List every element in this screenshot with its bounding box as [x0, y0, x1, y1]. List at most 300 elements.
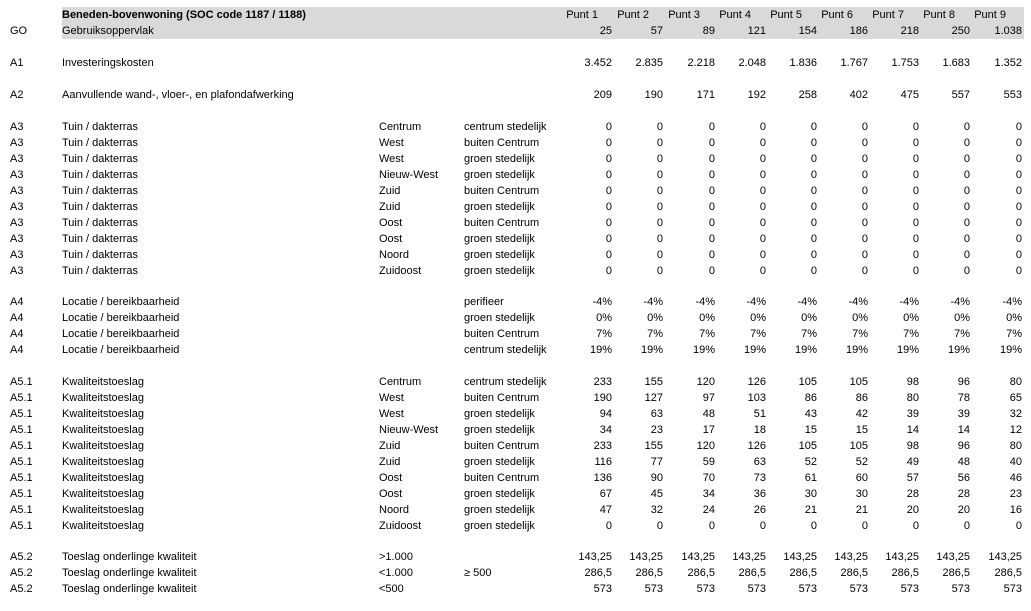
cell-value: 0	[656, 185, 663, 197]
cell-value: 60	[855, 472, 868, 484]
table-row	[0, 390, 1031, 406]
row-description: Tuin / dakterras	[62, 169, 139, 181]
row-classification: groen stedelijk	[464, 265, 535, 277]
cell-value: 3.452	[584, 57, 612, 69]
cell-value: 48	[702, 408, 715, 420]
cell-value: 96	[957, 376, 970, 388]
cell-value: 97	[702, 392, 715, 404]
cell-value: 0	[605, 169, 612, 181]
cell-value: 0%	[647, 312, 663, 324]
cell-value: 0	[708, 137, 715, 149]
cell-value: 0	[861, 153, 868, 165]
cell-value: 0	[912, 169, 919, 181]
cell-value: 20	[957, 504, 970, 516]
row-region: Oost	[379, 472, 403, 484]
row-classification: buiten Centrum	[464, 137, 540, 149]
row-code: A3	[10, 233, 24, 245]
header-row-1	[0, 7, 1031, 23]
cell-value: 0	[1015, 520, 1022, 532]
row-code: A3	[10, 265, 24, 277]
cell-value: 51	[753, 408, 766, 420]
table-row	[0, 502, 1031, 518]
table-row	[0, 518, 1031, 534]
cell-value: 0	[708, 233, 715, 245]
cell-value: 0	[656, 520, 663, 532]
cell-value: 7%	[647, 328, 663, 340]
cell-value: 1.836	[789, 57, 817, 69]
row-region: West	[379, 392, 404, 404]
cell-value: 0	[912, 137, 919, 149]
row-description: Tuin / dakterras	[62, 137, 139, 149]
cell-value: 0	[708, 169, 715, 181]
row-classification: groen stedelijk	[464, 249, 535, 261]
punt-label: Punt 2	[617, 9, 649, 21]
cell-value: 0	[759, 249, 766, 261]
cell-value: 0	[759, 169, 766, 181]
row-classification: buiten Centrum	[464, 472, 540, 484]
cell-value: 258	[798, 89, 817, 101]
cell-value: 0	[1015, 169, 1022, 181]
cell-value: 0	[1015, 265, 1022, 277]
row-code: A3	[10, 137, 24, 149]
row-code: A5.2	[10, 551, 33, 563]
row-code: A3	[10, 169, 24, 181]
cell-value: 34	[599, 424, 612, 436]
cell-value: 0	[1015, 233, 1022, 245]
row-region: Centrum	[379, 121, 422, 133]
table-row	[0, 135, 1031, 151]
cell-value: 286,5	[687, 567, 715, 579]
cell-value: 573	[747, 583, 766, 595]
row-code: A5.1	[10, 504, 33, 516]
table-row	[0, 486, 1031, 502]
row-classification: buiten Centrum	[464, 217, 540, 229]
row-classification: perifieer	[464, 296, 504, 308]
cell-value: 0	[810, 217, 817, 229]
cell-value: 120	[696, 440, 715, 452]
cell-value: 0	[605, 121, 612, 133]
subtitle: Gebruiksoppervlak	[62, 25, 154, 37]
row-description: Kwaliteitstoeslag	[62, 504, 144, 516]
cell-value: 7%	[954, 328, 970, 340]
cell-value: 0	[861, 249, 868, 261]
cell-value: 143,25	[681, 551, 715, 563]
row-code: A5.1	[10, 392, 33, 404]
cell-value: 105	[849, 440, 868, 452]
cell-value: 0	[656, 201, 663, 213]
cell-value: 0	[861, 217, 868, 229]
row-description: Kwaliteitstoeslag	[62, 392, 144, 404]
row-code: A5.1	[10, 376, 33, 388]
cell-value: 0	[810, 201, 817, 213]
cell-value: 0%	[596, 312, 612, 324]
cell-value: 0	[912, 265, 919, 277]
cell-value: 0	[810, 169, 817, 181]
cell-value: 233	[593, 376, 612, 388]
row-code: A3	[10, 153, 24, 165]
cell-value: 86	[855, 392, 868, 404]
cell-value: 0	[810, 249, 817, 261]
cell-value: 0	[656, 265, 663, 277]
cell-value: 286,5	[840, 567, 868, 579]
cell-value: 0	[1015, 249, 1022, 261]
cell-value: -4%	[643, 296, 663, 308]
cell-value: 0	[861, 520, 868, 532]
cell-value: 143,25	[783, 551, 817, 563]
cell-value: 0	[759, 201, 766, 213]
cell-value: 0	[605, 233, 612, 245]
cell-value: 190	[644, 89, 663, 101]
punt-label: Punt 7	[872, 9, 904, 21]
cell-value: 192	[747, 89, 766, 101]
punt-value: 57	[650, 25, 663, 37]
cell-value: 573	[951, 583, 970, 595]
row-code: A5.1	[10, 456, 33, 468]
cell-value: 0	[1015, 217, 1022, 229]
cell-value: 34	[702, 488, 715, 500]
row-code: A5.1	[10, 424, 33, 436]
table-row	[0, 215, 1031, 231]
cell-value: -4%	[899, 296, 919, 308]
table-row	[0, 247, 1031, 263]
row-description: Kwaliteitstoeslag	[62, 520, 144, 532]
row-classification: groen stedelijk	[464, 233, 535, 245]
row-description: Locatie / bereikbaarheid	[62, 344, 180, 356]
row-description: Tuin / dakterras	[62, 201, 139, 213]
table-row	[0, 167, 1031, 183]
row-classification: groen stedelijk	[464, 169, 535, 181]
row-description: Kwaliteitstoeslag	[62, 472, 144, 484]
cell-value: 0	[912, 185, 919, 197]
table-row	[0, 342, 1031, 358]
cell-value: 86	[804, 392, 817, 404]
cell-value: 0	[1015, 201, 1022, 213]
go-label: GO	[10, 25, 28, 37]
row-description: Tuin / dakterras	[62, 217, 139, 229]
punt-label: Punt 1	[566, 9, 598, 21]
row-description: Kwaliteitstoeslag	[62, 424, 144, 436]
cell-value: 26	[753, 504, 766, 516]
cell-value: 0	[861, 265, 868, 277]
cell-value: 143,25	[936, 551, 970, 563]
cell-value: 0	[656, 249, 663, 261]
row-description: Toeslag onderlinge kwaliteit	[62, 551, 197, 563]
cell-value: 286,5	[891, 567, 919, 579]
cell-value: 1.767	[840, 57, 868, 69]
table-row	[0, 326, 1031, 342]
row-description: Locatie / bereikbaarheid	[62, 312, 180, 324]
cell-value: 0	[861, 233, 868, 245]
row-code: A3	[10, 217, 24, 229]
row-description: Tuin / dakterras	[62, 153, 139, 165]
cell-value: 0	[605, 153, 612, 165]
cell-value: 0	[708, 153, 715, 165]
cell-value: 573	[900, 583, 919, 595]
cell-value: 19%	[896, 344, 919, 356]
cell-value: 0	[1015, 137, 1022, 149]
row-description: Kwaliteitstoeslag	[62, 376, 144, 388]
row-code: A5.1	[10, 408, 33, 420]
cell-value: 573	[849, 583, 868, 595]
row-description: Tuin / dakterras	[62, 185, 139, 197]
cell-value: 120	[696, 376, 715, 388]
cell-value: 155	[644, 376, 663, 388]
cell-value: 2.048	[738, 57, 766, 69]
punt-label: Punt 4	[719, 9, 751, 21]
cell-value: 573	[593, 583, 612, 595]
cell-value: 42	[855, 408, 868, 420]
cell-value: 0	[605, 217, 612, 229]
cell-value: 0	[912, 153, 919, 165]
punt-label: Punt 8	[923, 9, 955, 21]
cell-value: 143,25	[578, 551, 612, 563]
cell-value: 0	[912, 217, 919, 229]
row-description: Tuin / dakterras	[62, 249, 139, 261]
table-row	[0, 183, 1031, 199]
cell-value: 0	[810, 153, 817, 165]
row-classification: groen stedelijk	[464, 408, 535, 420]
cell-value: 286,5	[738, 567, 766, 579]
cell-value: 46	[1009, 472, 1022, 484]
table-row	[0, 374, 1031, 390]
row-classification: groen stedelijk	[464, 424, 535, 436]
table-row	[0, 294, 1031, 310]
cell-value: 233	[593, 440, 612, 452]
table-row	[0, 310, 1031, 326]
cell-value: 56	[957, 472, 970, 484]
row-region: Zuid	[379, 185, 401, 197]
row-description: Kwaliteitstoeslag	[62, 408, 144, 420]
row-code: A5.1	[10, 440, 33, 452]
row-classification: buiten Centrum	[464, 328, 540, 340]
table-row	[0, 581, 1031, 597]
punt-value: 154	[798, 25, 817, 37]
cell-value: 126	[747, 440, 766, 452]
row-region: West	[379, 153, 404, 165]
cell-value: -4%	[746, 296, 766, 308]
row-classification: groen stedelijk	[464, 520, 535, 532]
cell-value: 573	[696, 583, 715, 595]
cell-value: 43	[804, 408, 817, 420]
row-code: A5.2	[10, 583, 33, 595]
cell-value: 48	[957, 456, 970, 468]
cell-value: 7%	[699, 328, 715, 340]
cell-value: 0	[759, 233, 766, 245]
cell-value: 0%	[852, 312, 868, 324]
cell-value: 0	[708, 185, 715, 197]
cell-value: 0%	[750, 312, 766, 324]
cell-value: 0	[759, 520, 766, 532]
cell-value: 16	[1009, 504, 1022, 516]
cell-value: 0%	[903, 312, 919, 324]
cell-value: 0	[708, 249, 715, 261]
row-classification: groen stedelijk	[464, 201, 535, 213]
cell-value: 0	[605, 265, 612, 277]
cell-value: 0	[759, 265, 766, 277]
cell-value: 557	[951, 89, 970, 101]
cell-value: 209	[593, 89, 612, 101]
cell-value: 80	[906, 392, 919, 404]
cell-value: 0	[708, 265, 715, 277]
cell-value: 7%	[750, 328, 766, 340]
cell-value: -4%	[950, 296, 970, 308]
row-region: Oost	[379, 488, 403, 500]
row-classification: centrum stedelijk	[464, 344, 547, 356]
cell-value: 49	[906, 456, 919, 468]
cell-value: 19%	[743, 344, 766, 356]
row-code: A4	[10, 312, 24, 324]
row-region: Nieuw-West	[379, 169, 439, 181]
cell-value: 21	[855, 504, 868, 516]
cell-value: 0	[708, 217, 715, 229]
row-classification: centrum stedelijk	[464, 121, 547, 133]
cell-value: 402	[849, 89, 868, 101]
cell-value: 0	[963, 185, 970, 197]
header-row-2	[0, 23, 1031, 39]
cell-value: 0	[1015, 121, 1022, 133]
row-description: Tuin / dakterras	[62, 265, 139, 277]
cell-value: 0	[912, 520, 919, 532]
punt-value: 186	[849, 25, 868, 37]
row-region: Oost	[379, 217, 403, 229]
cell-value: 32	[650, 504, 663, 516]
cell-value: 96	[957, 440, 970, 452]
cell-value: 0	[963, 520, 970, 532]
row-region: Noord	[379, 504, 409, 516]
cell-value: 0	[656, 153, 663, 165]
cell-value: 0	[759, 153, 766, 165]
cell-value: 2.835	[635, 57, 663, 69]
row-code: A3	[10, 185, 24, 197]
punt-value: 89	[702, 25, 715, 37]
cell-value: 90	[650, 472, 663, 484]
cell-value: 21	[804, 504, 817, 516]
row-description: Kwaliteitstoeslag	[62, 488, 144, 500]
cell-value: 24	[702, 504, 715, 516]
cell-value: 14	[957, 424, 970, 436]
row-region: Noord	[379, 249, 409, 261]
row-code: A5.1	[10, 520, 33, 532]
cell-value: 127	[644, 392, 663, 404]
cell-value: 0	[861, 137, 868, 149]
cell-value: 20	[906, 504, 919, 516]
cell-value: 28	[957, 488, 970, 500]
cell-value: 0	[810, 185, 817, 197]
cell-value: 0	[656, 233, 663, 245]
cell-value: 0	[861, 121, 868, 133]
cell-value: 286,5	[789, 567, 817, 579]
cell-value: 7%	[596, 328, 612, 340]
punt-value: 218	[900, 25, 919, 37]
row-region: Oost	[379, 233, 403, 245]
row-region: Zuid	[379, 440, 401, 452]
cell-value: 105	[849, 376, 868, 388]
cell-value: 14	[906, 424, 919, 436]
table-row	[0, 199, 1031, 215]
cell-value: 103	[747, 392, 766, 404]
cell-value: 0	[963, 201, 970, 213]
row-code: A1	[10, 57, 24, 69]
cell-value: 0	[963, 265, 970, 277]
cell-value: 63	[753, 456, 766, 468]
cell-value: 15	[855, 424, 868, 436]
row-description: Kwaliteitstoeslag	[62, 456, 144, 468]
cell-value: 286,5	[994, 567, 1022, 579]
cell-value: 65	[1009, 392, 1022, 404]
cell-value: 17	[702, 424, 715, 436]
cell-value: 67	[599, 488, 612, 500]
row-code: A3	[10, 249, 24, 261]
cell-value: 143,25	[885, 551, 919, 563]
cell-value: 45	[650, 488, 663, 500]
cell-value: 0	[759, 217, 766, 229]
row-classification: groen stedelijk	[464, 153, 535, 165]
row-description: Tuin / dakterras	[62, 121, 139, 133]
row-classification: groen stedelijk	[464, 312, 535, 324]
cell-value: 0	[708, 520, 715, 532]
cell-value: 0	[912, 201, 919, 213]
row-code: A3	[10, 121, 24, 133]
row-classification: buiten Centrum	[464, 185, 540, 197]
cell-value: 19%	[794, 344, 817, 356]
row-code: A5.1	[10, 472, 33, 484]
row-classification: centrum stedelijk	[464, 376, 547, 388]
cell-value: 57	[906, 472, 919, 484]
cell-value: 105	[798, 376, 817, 388]
cell-value: 0	[656, 169, 663, 181]
cell-value: 0	[861, 169, 868, 181]
cell-value: 7%	[903, 328, 919, 340]
cell-value: 573	[1003, 583, 1022, 595]
row-description: Locatie / bereikbaarheid	[62, 328, 180, 340]
cell-value: 0	[605, 520, 612, 532]
cell-value: -4%	[848, 296, 868, 308]
cell-value: 80	[1009, 376, 1022, 388]
cell-value: 143,25	[629, 551, 663, 563]
cell-value: 0	[708, 201, 715, 213]
row-code: A5.2	[10, 567, 33, 579]
table-row	[0, 406, 1031, 422]
punt-value: 1.038	[994, 25, 1022, 37]
cell-value: 63	[650, 408, 663, 420]
cell-value: 0	[912, 233, 919, 245]
cell-value: 126	[747, 376, 766, 388]
cell-value: 30	[804, 488, 817, 500]
cell-value: 0	[759, 185, 766, 197]
row-classification: groen stedelijk	[464, 504, 535, 516]
cell-value: 0	[861, 201, 868, 213]
row-region: <1.000	[379, 567, 413, 579]
cell-value: 52	[804, 456, 817, 468]
table-row	[0, 263, 1031, 279]
cell-value: 18	[753, 424, 766, 436]
cell-value: 32	[1009, 408, 1022, 420]
cell-value: 2.218	[687, 57, 715, 69]
cell-value: 7%	[1006, 328, 1022, 340]
cell-value: 190	[593, 392, 612, 404]
cell-value: 1.352	[994, 57, 1022, 69]
row-classification: buiten Centrum	[464, 392, 540, 404]
cell-value: 0	[963, 137, 970, 149]
table-row	[0, 470, 1031, 486]
cell-value: 573	[644, 583, 663, 595]
cell-value: 0	[810, 137, 817, 149]
table-row	[0, 549, 1031, 565]
cell-value: 61	[804, 472, 817, 484]
row-code: A4	[10, 328, 24, 340]
row-region: <500	[379, 583, 404, 595]
cell-value: 47	[599, 504, 612, 516]
